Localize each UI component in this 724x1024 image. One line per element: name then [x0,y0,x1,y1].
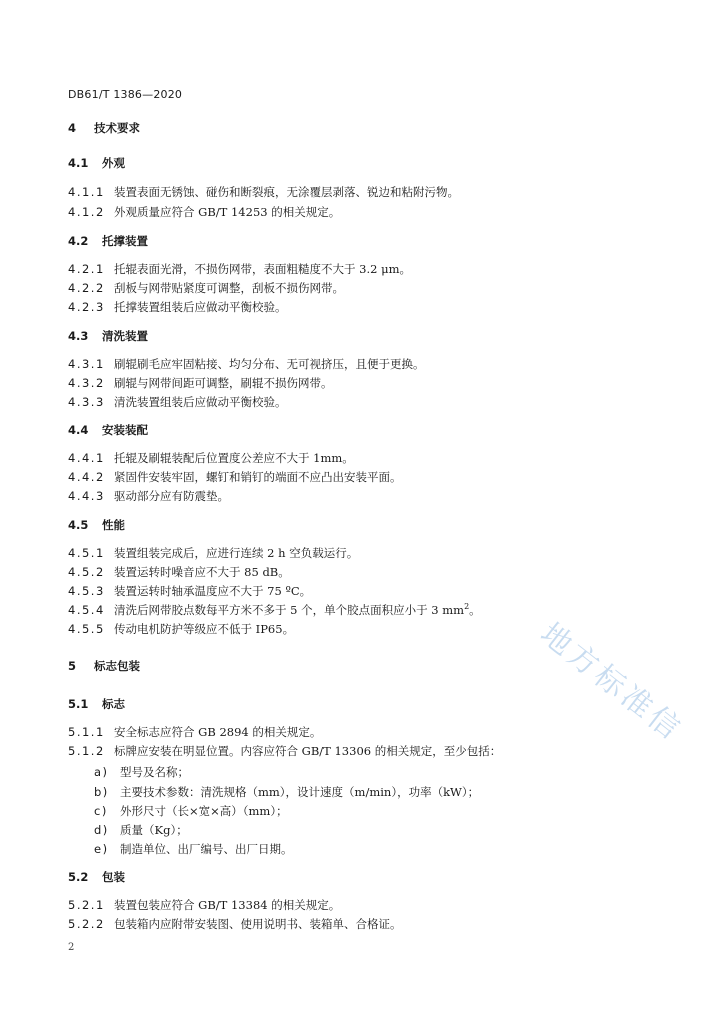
clause-text [114,602,481,618]
clause-number: 4.2.2 [68,281,105,295]
clause [68,621,294,637]
clause-number: 4.4.2 [68,470,105,484]
page-number: 2 [68,942,75,953]
clause-number: 5.2.2 [68,917,105,931]
subsection-heading [68,869,125,885]
subsection-heading [68,155,125,171]
subsection-number: 4.2 [68,234,89,248]
section-title: 标志包装 [94,659,140,673]
clause [68,743,501,759]
clause-text: 刷辊与网带间距可调整，刷辊不损伤网带。 [114,376,333,390]
clause-number: 4.3.3 [68,395,105,409]
clause-text-end: 。 [469,603,481,617]
subsection-title: 性能 [102,518,125,532]
subsection-title: 包装 [102,870,125,884]
clause-text: 装置包装应符合 GB/T 13384 的相关规定。 [114,898,341,912]
clause-text: 刷辊刷毛应牢固粘接、均匀分布、无可视挤压，且便于更换。 [114,357,425,371]
clause-number: 4.5.1 [68,546,105,560]
subsection-number: 4.5 [68,518,89,532]
clause-text: 外观质量应符合 GB/T 14253 的相关规定。 [114,205,341,219]
clause-text: 托辊表面光滑，不损伤网带，表面粗糙度不大于 3.2 μm。 [114,262,411,276]
clause-text: 装置运转时噪音应不大于 85 dB。 [114,565,290,579]
clause-number: 4.2.3 [68,300,105,314]
subsection-title: 外观 [102,156,125,170]
clause-text: 安全标志应符合 GB 2894 的相关规定。 [114,725,322,739]
document-header: DB61/T 1386—2020 [68,88,183,101]
clause [68,916,402,932]
clause-text: 装置运转时轴承温度应不大于 75 ºC。 [114,584,312,598]
section-heading [68,120,140,136]
subsection-number: 4.3 [68,329,89,343]
clause [68,897,340,913]
subsection-number: 4.4 [68,423,89,437]
clause [68,356,425,372]
subsection-title: 安装装配 [102,423,148,437]
clause-text: 清洗装置组装后应做动平衡校验。 [114,395,287,409]
clause [68,394,287,410]
subsection-number: 4.1 [68,156,89,170]
clause-text: 驱动部分应有防震垫。 [114,489,229,503]
clause [68,280,344,296]
watermark: 地方标准信 [533,616,690,749]
subsection-title: 标志 [102,697,125,711]
clause [68,602,481,618]
clause-number: 4.5.4 [68,603,105,617]
list-marker: a) [94,765,109,779]
section-number: 4 [68,121,77,135]
list-text: 型号及名称； [120,765,189,779]
section-number: 5 [68,659,77,673]
clause-number: 4.5.2 [68,565,105,579]
clause-number: 4.4.3 [68,489,105,503]
list-text: 制造单位、出厂编号、出厂日期。 [120,842,293,856]
clause [68,184,459,200]
clause-text: 传动电机防护等级应不低于 IP65。 [114,622,295,636]
section-title: 技术要求 [94,121,140,135]
clause-text: 包装箱内应附带安装图、使用说明书、装箱单、合格证。 [114,917,402,931]
clause [68,375,333,391]
clause [68,204,340,220]
superscript: 2 [464,602,470,612]
clause [68,299,287,315]
subsection-heading [68,233,148,249]
subsection-title: 托撑装置 [102,234,148,248]
clause-text: 装置组装完成后，应进行连续 2 h 空负载运行。 [114,546,359,560]
list-text: 主要技术参数：清洗规格（mm），设计速度（m/min），功率（kW）； [120,785,480,799]
list-marker: e) [94,842,109,856]
clause-text: 标牌应安装在明显位置。内容应符合 GB/T 13306 的相关规定，至少包括： [114,744,502,758]
clause-text: 装置表面无锈蚀、碰伤和断裂痕，无涂覆层剥落、锐边和粘附污物。 [114,185,459,199]
clause [68,261,411,277]
clause-text: 托辊及刷辊装配后位置度公差应不大于 1mm。 [114,451,354,465]
list-text: 外形尺寸（长×宽×高）（mm）； [120,804,288,818]
clause-number: 4.3.1 [68,357,105,371]
clause-number: 4.5.5 [68,622,105,636]
list-item [94,784,479,800]
clause-number: 4.4.1 [68,451,105,465]
clause-number: 4.5.3 [68,584,105,598]
subsection-heading [68,422,148,438]
clause-text-main: 清洗后网带胶点数每平方米不多于 5 个，单个胶点面积应小于 3 mm [114,603,465,617]
clause-text: 刮板与网带贴紧度可调整，刮板不损伤网带。 [114,281,344,295]
clause [68,450,354,466]
clause [68,564,290,580]
section-heading [68,658,140,674]
list-marker: b) [94,785,109,799]
list-item [94,803,288,819]
clause-number: 4.1.1 [68,185,105,199]
subsection-title: 清洗装置 [102,329,148,343]
subsection-number: 5.2 [68,870,89,884]
list-item [94,764,189,780]
clause [68,724,321,740]
clause [68,545,358,561]
list-item [94,841,293,857]
clause [68,488,229,504]
list-marker: c) [94,804,108,818]
subsection-heading [68,328,148,344]
list-item [94,822,188,838]
clause-text: 紧固件安装牢固，螺钉和销钉的端面不应凸出安装平面。 [114,470,402,484]
list-marker: d) [94,823,109,837]
clause [68,469,402,485]
clause-number: 5.1.2 [68,744,105,758]
subsection-heading [68,696,125,712]
clause-number: 4.2.1 [68,262,105,276]
clause-number: 5.1.1 [68,725,105,739]
clause-number: 5.2.1 [68,898,105,912]
clause-number: 4.1.2 [68,205,105,219]
subsection-number: 5.1 [68,697,89,711]
list-text: 质量（Kg）； [120,823,188,837]
clause-number: 4.3.2 [68,376,105,390]
clause-text: 托撑装置组装后应做动平衡校验。 [114,300,287,314]
clause [68,583,311,599]
subsection-heading [68,517,125,533]
